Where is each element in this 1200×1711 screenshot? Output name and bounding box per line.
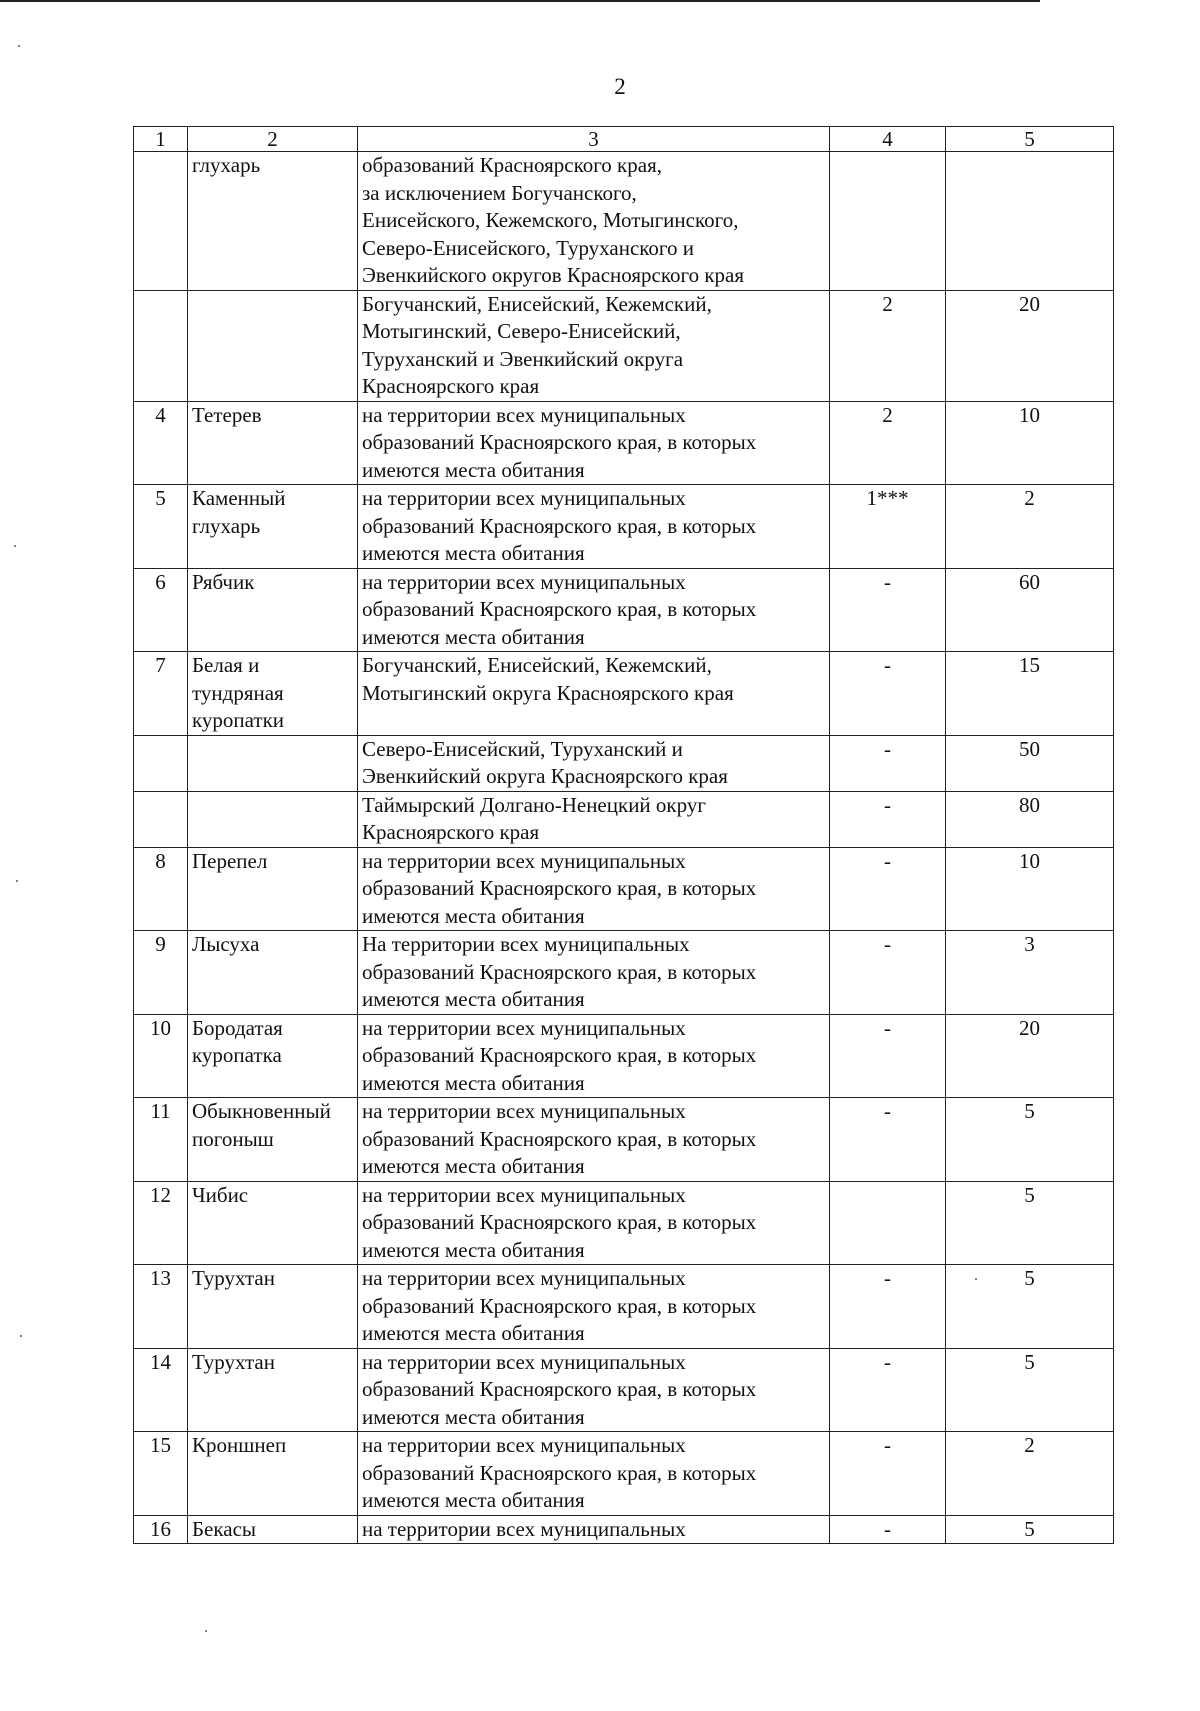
row-number: 9 <box>134 931 188 1015</box>
row-number: 5 <box>134 485 188 569</box>
season-limit: 50 <box>946 735 1114 791</box>
row-number: 8 <box>134 847 188 931</box>
season-limit: 10 <box>946 401 1114 485</box>
territory-description: Таймырский Долгано-Ненецкий округ Красноярского края <box>358 791 830 847</box>
daily-limit: 1*** <box>830 485 946 569</box>
species-name: Чибис <box>188 1181 358 1265</box>
territory-description: на территории всех муниципальных образований Красноярского края, в которых имеются места обитания <box>358 568 830 652</box>
table-row <box>134 1098 1114 1182</box>
species-name <box>188 290 358 401</box>
species-name: Рябчик <box>188 568 358 652</box>
daily-limit: - <box>830 1348 946 1432</box>
row-number: 4 <box>134 401 188 485</box>
season-limit: 5 <box>946 1265 1114 1349</box>
season-limit: 80 <box>946 791 1114 847</box>
species-name <box>188 791 358 847</box>
season-limit: 3 <box>946 931 1114 1015</box>
territory-description: на территории всех муниципальных <box>358 1515 830 1544</box>
daily-limit: - <box>830 847 946 931</box>
season-limit <box>946 152 1114 291</box>
season-limit: 20 <box>946 1014 1114 1098</box>
page-top-edge-line <box>0 0 1040 2</box>
row-number: 11 <box>134 1098 188 1182</box>
territory-description: На территории всех муниципальных образований Красноярского края, в которых имеются места обитания <box>358 931 830 1015</box>
row-number: 14 <box>134 1348 188 1432</box>
daily-limit: 2 <box>830 401 946 485</box>
page-number: 2 <box>614 74 626 99</box>
season-limit: 10 <box>946 847 1114 931</box>
territory-description: Северо-Енисейский, Туруханский и Эвенкийский округа Красноярского края <box>358 735 830 791</box>
territory-description: образований Красноярского края, за исключением Богучанского, Енисейского, Кежемского, Мотыгинского, Северо-Енисейского, Туруханского и Эвенкийского округов Красноярского края <box>358 152 830 291</box>
daily-limit: - <box>830 1432 946 1516</box>
table-row <box>134 485 1114 569</box>
daily-limit: - <box>830 1265 946 1349</box>
species-name: Тетерев <box>188 401 358 485</box>
row-number <box>134 735 188 791</box>
territory-description: на территории всех муниципальных образований Красноярского края, в которых имеются места обитания <box>358 1098 830 1182</box>
table-row <box>134 791 1114 847</box>
season-limit: 60 <box>946 568 1114 652</box>
table-row <box>134 847 1114 931</box>
table-row <box>134 152 1114 291</box>
season-limit: 5 <box>946 1181 1114 1265</box>
scan-speck <box>16 880 18 882</box>
species-name: Каменный глухарь <box>188 485 358 569</box>
species-name: Лысуха <box>188 931 358 1015</box>
species-name: Турухтан <box>188 1265 358 1349</box>
species-name: Кроншнеп <box>188 1432 358 1516</box>
daily-limit <box>830 1181 946 1265</box>
season-limit: 2 <box>946 485 1114 569</box>
daily-limit: - <box>830 735 946 791</box>
season-limit: 5 <box>946 1515 1114 1544</box>
row-number: 6 <box>134 568 188 652</box>
row-number: 13 <box>134 1265 188 1349</box>
daily-limit: - <box>830 1098 946 1182</box>
row-number <box>134 152 188 291</box>
daily-limit: - <box>830 652 946 736</box>
row-number: 15 <box>134 1432 188 1516</box>
table-row <box>134 1265 1114 1349</box>
header-cell-2: 2 <box>188 127 358 152</box>
species-name: Белая и тундряная куропатки <box>188 652 358 736</box>
species-name: глухарь <box>188 152 358 291</box>
territory-description: на территории всех муниципальных образований Красноярского края, в которых имеются места обитания <box>358 1348 830 1432</box>
daily-limit: - <box>830 568 946 652</box>
territory-description: на территории всех муниципальных образований Красноярского края, в которых имеются места обитания <box>358 1265 830 1349</box>
territory-description: на территории всех муниципальных образований Красноярского края, в которых имеются места обитания <box>358 1181 830 1265</box>
row-number: 12 <box>134 1181 188 1265</box>
territory-description: на территории всех муниципальных образований Красноярского края, в которых имеются места обитания <box>358 401 830 485</box>
table-row <box>134 290 1114 401</box>
table-row <box>134 401 1114 485</box>
table-row <box>134 1348 1114 1432</box>
table-row <box>134 1181 1114 1265</box>
species-table <box>133 126 1114 1544</box>
territory-description: на территории всех муниципальных образований Красноярского края, в которых имеются места обитания <box>358 1432 830 1516</box>
species-name: Бекасы <box>188 1515 358 1544</box>
daily-limit: - <box>830 791 946 847</box>
territory-description: на территории всех муниципальных образований Красноярского края, в которых имеются места обитания <box>358 847 830 931</box>
header-cell-5: 5 <box>946 127 1114 152</box>
species-name: Перепел <box>188 847 358 931</box>
table-row <box>134 1515 1114 1544</box>
season-limit: 2 <box>946 1432 1114 1516</box>
header-cell-4: 4 <box>830 127 946 152</box>
header-cell-3: 3 <box>358 127 830 152</box>
season-limit: 5 <box>946 1348 1114 1432</box>
row-number: 10 <box>134 1014 188 1098</box>
species-name: Турухтан <box>188 1348 358 1432</box>
season-limit: 20 <box>946 290 1114 401</box>
daily-limit: 2 <box>830 290 946 401</box>
table-row <box>134 652 1114 736</box>
territory-description: на территории всех муниципальных образований Красноярского края, в которых имеются места обитания <box>358 485 830 569</box>
daily-limit <box>830 152 946 291</box>
table-row <box>134 931 1114 1015</box>
row-number: 7 <box>134 652 188 736</box>
daily-limit: - <box>830 1014 946 1098</box>
season-limit: 5 <box>946 1098 1114 1182</box>
territory-description: Богучанский, Енисейский, Кежемский, Мотыгинский округа Красноярского края <box>358 652 830 736</box>
row-number <box>134 290 188 401</box>
row-number: 16 <box>134 1515 188 1544</box>
scan-speck <box>20 1335 22 1337</box>
table-row <box>134 735 1114 791</box>
table-row <box>134 1014 1114 1098</box>
scan-speck <box>18 45 20 47</box>
territory-description: Богучанский, Енисейский, Кежемский, Мотыгинский, Северо-Енисейский, Туруханский и Эвенкийский округа Красноярского края <box>358 290 830 401</box>
table-header-row <box>134 127 1114 152</box>
row-number <box>134 791 188 847</box>
daily-limit: - <box>830 1515 946 1544</box>
scan-speck <box>14 545 16 547</box>
territory-description: на территории всех муниципальных образований Красноярского края, в которых имеются места обитания <box>358 1014 830 1098</box>
table-row <box>134 1432 1114 1516</box>
table-row <box>134 568 1114 652</box>
season-limit: 15 <box>946 652 1114 736</box>
daily-limit: - <box>830 931 946 1015</box>
species-name: Бородатая куропатка <box>188 1014 358 1098</box>
header-cell-1: 1 <box>134 127 188 152</box>
scan-speck <box>975 1278 977 1280</box>
scan-speck <box>205 1630 207 1632</box>
species-name: Обыкновенный погоныш <box>188 1098 358 1182</box>
species-name <box>188 735 358 791</box>
